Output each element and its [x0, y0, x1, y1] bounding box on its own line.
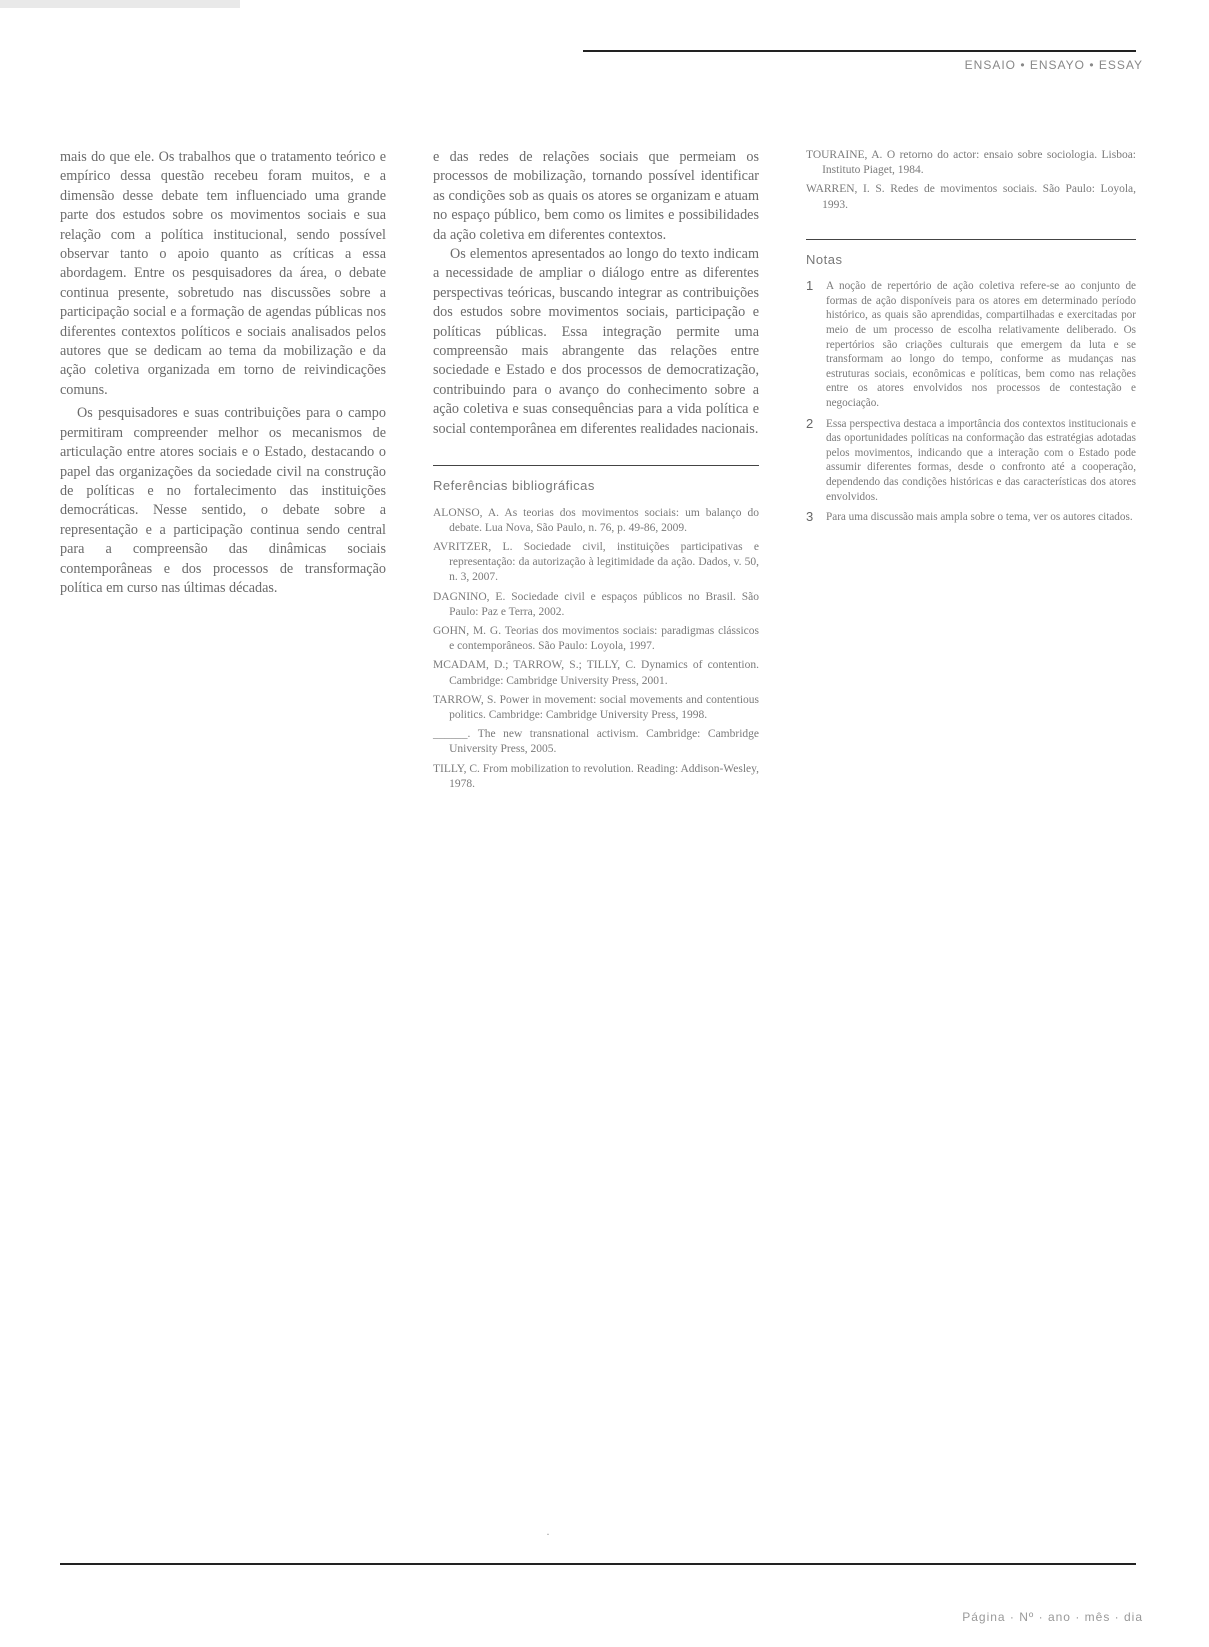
note-item	[806, 510, 1136, 525]
reference-item: MCADAM, D.; TARROW, S.; TILLY, C. Dynamics of contention. Cambridge: Cambridge University Press, 2001.	[433, 659, 759, 687]
column-right	[806, 148, 1136, 531]
page-mark: ·	[546, 1527, 550, 1541]
paragraph: mais do que ele. Os trabalhos que o tratamento teórico e empírico dessa questão recebeu foram muitos, e a dimensão desse debate tem influenciado uma grande parte dos estudos sobre os movimentos sociais e sua relação com a política institucional, sendo possível observar tanto o apoio quanto as críticas a essa abordagem. Entre os pesquisadores da área, o debate continua presente, sobretudo nas discussões sobre a participação social e a formação de agendas públicas nos diferentes contextos políticos e sociais analisados pelos autores que se dedicam ao tema da mobilização e da ação coletiva organizada em torno de reivindicações comuns.	[60, 149, 386, 398]
note-text: A noção de repertório de ação coletiva refere-se ao conjunto de formas de ação disponíveis para os atores em determinado período histórico, as quais são aprendidas, compartilhadas e exercitadas por meio de um processo de escolha relativamente deliberado. Os repertórios são criações culturais que emergem da luta e se transformam ao longo do tempo, conforme as mudanças nas estruturas sociais, econômicas e políticas, bem como nas relações entre os atores envolvidos nos processos de contestação e negociação.	[826, 280, 1136, 409]
references-rule	[433, 465, 759, 466]
reference-item: TILLY, C. From mobilization to revolution. Reading: Addison-Wesley, 1978.	[433, 762, 759, 790]
reference-item: GOHN, M. G. Teorias dos movimentos sociais: paradigmas clássicos e contemporâneos. São Paulo: Loyola, 1997.	[433, 624, 759, 653]
note-text: Para uma discussão mais ampla sobre o tema, ver os autores citados.	[826, 511, 1133, 524]
reference-item: ______. The new transnational activism. Cambridge: Cambridge University Press, 2005.	[433, 728, 759, 756]
paragraph: Os elementos apresentados ao longo do texto indicam a necessidade de ampliar o diálogo entre as diferentes perspectivas teóricas, buscando integrar as contribuições dos estudos sobre movimentos sociais, participação e políticas públicas. Essa integração permite uma compreensão mais abrangente das relações entre sociedade e Estado e dos processos de democratização, contribuindo para o avanço do conhecimento sobre a ação coletiva e suas consequências para a vida política e social contemporânea em diferentes realidades nacionais.	[433, 246, 759, 437]
reference-item: TOURAINE, A. O retorno do actor: ensaio sobre sociologia. Lisboa: Instituto Piaget, 1984.	[806, 149, 1136, 177]
footer-label: Página · Nº · ano · mês · dia	[962, 1610, 1143, 1624]
reference-item: WARREN, I. S. Redes de movimentos sociais. São Paulo: Loyola, 1993.	[806, 183, 1136, 211]
footer-rule	[60, 1563, 1136, 1565]
references-continued	[806, 148, 1136, 213]
references-list	[433, 506, 759, 792]
references-title: Referências bibliográficas	[433, 478, 595, 494]
note-number: 3	[806, 509, 814, 525]
note-text: Essa perspectiva destaca a importância dos contextos institucionais e das oportunidades políticas na conformação das estratégias adotadas pelos movimentos, indicando que a interação com o Estado pode assumir diferentes formas, desde o confronto até a cooperação, dependendo das condições históricas e das características dos atores envolvidos.	[826, 417, 1136, 503]
note-item	[806, 279, 1136, 410]
reference-item: ALONSO, A. As teorias dos movimentos sociais: um balanço do debate. Lua Nova, São Paulo, n. 76, p. 49-86, 2009.	[433, 506, 759, 534]
reference-item: AVRITZER, L. Sociedade civil, instituições participativas e representação: da autorização à legitimidade da ação. Dados, v. 50, n. 3, 2007.	[433, 540, 759, 584]
notes-title: Notas	[806, 251, 843, 267]
column-left	[60, 148, 386, 598]
notes-rule	[806, 239, 1136, 240]
reference-item: DAGNINO, E. Sociedade civil e espaços públicos no Brasil. São Paulo: Paz e Terra, 2002.	[433, 590, 759, 618]
column-middle	[433, 148, 759, 796]
reference-item: TARROW, S. Power in movement: social movements and contentious politics. Cambridge: Cambridge University Press, 1998.	[433, 693, 759, 721]
running-head: ENSAIO • ENSAYO • ESSAY	[964, 58, 1143, 72]
note-item	[806, 417, 1136, 505]
paragraph: e das redes de relações sociais que permeiam os processos de mobilização, tornando possível identificar as condições sob as quais os atores se organizam e atuam no espaço público, bem como os limites e possibilidades da ação coletiva em diferentes contextos.	[433, 149, 759, 243]
note-number: 1	[806, 278, 814, 294]
paragraph: Os pesquisadores e suas contribuições para o campo permitiram compreender melhor os mecanismos de articulação entre atores sociais e o Estado, destacando o papel das organizações da sociedade civil na construção de políticas e no fortalecimento das instituições democráticas. Nesse sentido, o debate sobre a representação e a participação continua sendo central para a compreensão das dinâmicas sociais contemporâneas e dos processos de transformação política em curso nas últimas décadas.	[60, 405, 386, 596]
header-rule	[583, 50, 1136, 52]
scan-edge	[0, 0, 240, 8]
note-number: 2	[806, 415, 814, 431]
